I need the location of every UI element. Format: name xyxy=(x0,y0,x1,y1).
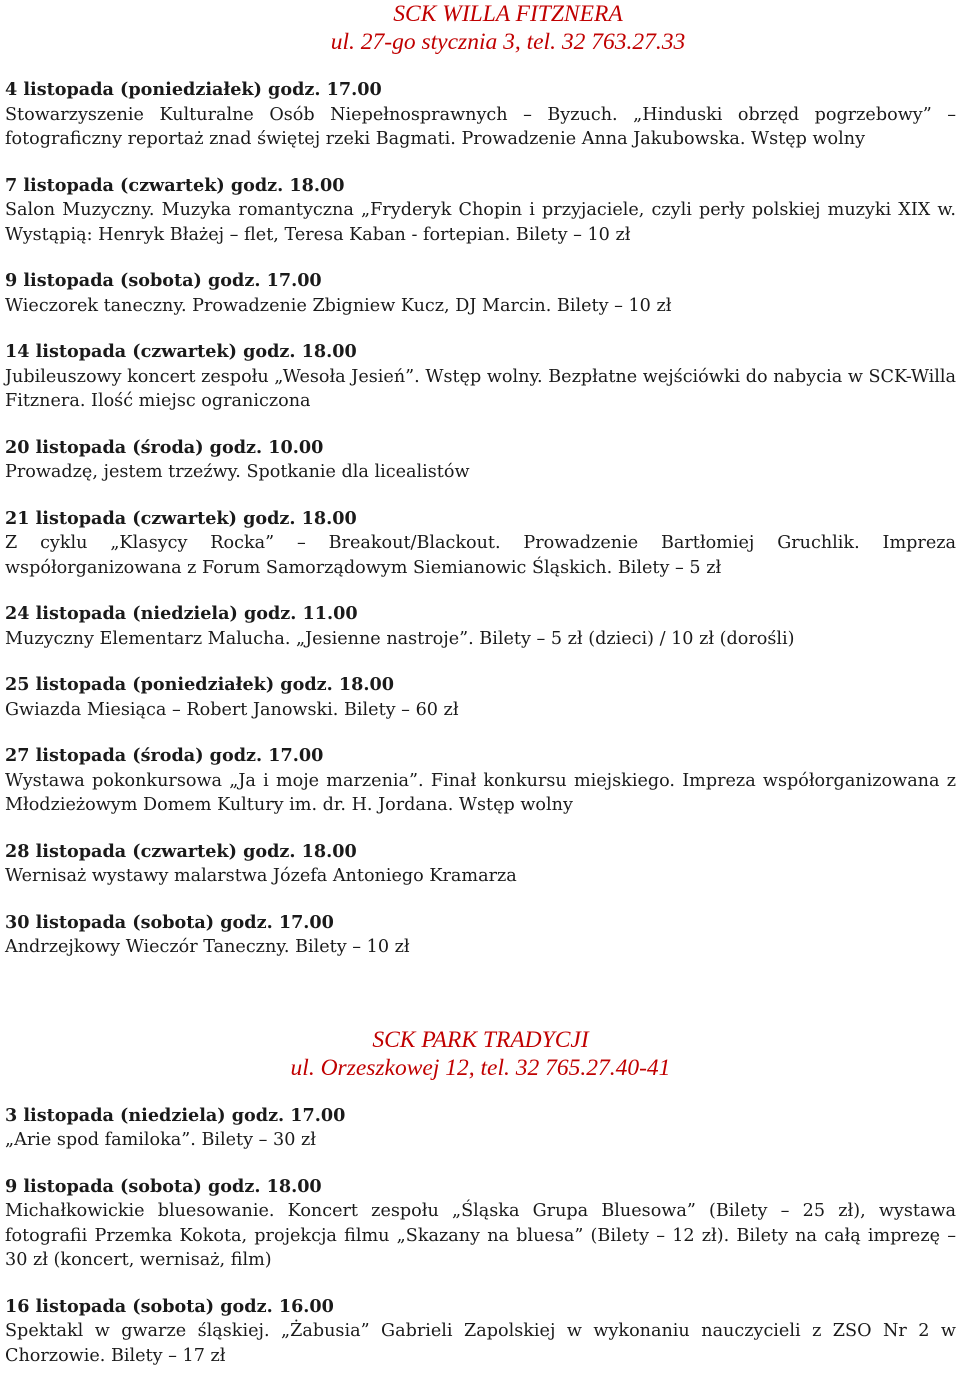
venue-name: SCK PARK TRADYCJI xyxy=(372,1026,589,1053)
event-description: Salon Muzyczny. Muzyka romantyczna „Fryderyk Chopin i przyjaciele, czyli perły polskiej muzyki XIX w. Wystąpią: Henryk Błażej – flet, Teresa Kaban - fortepian. Bilety – 10 zł xyxy=(5,200,956,245)
event-item xyxy=(5,840,956,889)
event-description: Z cyklu „Klasycy Rocka” – Breakout/Blackout. Prowadzenie Bartłomiej Gruchlik. Impreza współorganizowana z Forum Samorządowym Siemianowic Śląskich. Bilety – 5 zł xyxy=(5,533,956,578)
event-item xyxy=(5,1104,956,1153)
event-description: Andrzejkowy Wieczór Taneczny. Bilety – 10 zł xyxy=(5,937,410,957)
event-date: 14 listopada (czwartek) godz. 18.00 xyxy=(5,341,357,362)
event-item xyxy=(5,602,956,651)
event-description: Wystawa pokonkursowa „Ja i moje marzenia”. Finał konkursu miejskiego. Impreza współorganizowana z Młodzieżowym Domem Kultury im. dr. H. Jordana. Wstęp wolny xyxy=(5,770,956,815)
event-item xyxy=(5,78,956,152)
event-description: Michałkowickie bluesowanie. Koncert zespołu „Śląska Grupa Bluesowa” (Bilety – 25 zł), wystawa fotografii Przemka Kokota, projekcja filmu „Skazany na bluesa” (Bilety – 12 zł). Bilety na całą imprezę – 30 zł (koncert, wernisaż, film) xyxy=(5,1201,956,1270)
event-description: Jubileuszowy koncert zespołu „Wesoła Jesień”. Wstęp wolny. Bezpłatne wejściówki do nabycia w SCK-Willa Fitznera. Ilość miejsc ograniczona xyxy=(5,366,956,411)
event-item xyxy=(5,507,956,581)
event-date: 16 listopada (sobota) godz. 16.00 xyxy=(5,1295,334,1317)
venue-section-park-tradycji xyxy=(5,1026,956,1369)
event-item xyxy=(5,340,956,414)
event-item xyxy=(5,744,956,818)
event-description: Muzyczny Elementarz Malucha. „Jesienne nastroje”. Bilety – 5 zł (dzieci) / 10 zł (dorośli) xyxy=(5,628,795,649)
event-date: 21 listopada (czwartek) godz. 18.00 xyxy=(5,507,357,529)
event-description: Prowadzę, jestem trzeźwy. Spotkanie dla licealistów xyxy=(5,462,470,482)
event-description: Gwiazda Miesiąca – Robert Janowski. Bilety – 60 zł xyxy=(5,699,459,720)
event-item xyxy=(5,1295,956,1369)
event-item xyxy=(5,673,956,722)
event-date: 3 listopada (niedziela) godz. 17.00 xyxy=(5,1104,346,1126)
event-item xyxy=(5,1175,956,1273)
event-description: Wieczorek taneczny. Prowadzenie Zbigniew Kucz, DJ Marcin. Bilety – 10 zł xyxy=(5,295,672,316)
event-date: 4 listopada (poniedziałek) godz. 17.00 xyxy=(5,79,382,100)
event-date: 28 listopada (czwartek) godz. 18.00 xyxy=(5,840,357,862)
event-item xyxy=(5,174,956,248)
event-date: 20 listopada (środa) godz. 10.00 xyxy=(5,436,324,458)
event-item xyxy=(5,436,956,485)
event-description: „Arie spod familoka”. Bilety – 30 zł xyxy=(5,1130,317,1150)
event-date: 7 listopada (czwartek) godz. 18.00 xyxy=(5,174,345,196)
event-date: 9 listopada (sobota) godz. 17.00 xyxy=(5,270,322,291)
event-item xyxy=(5,269,956,318)
venue-address: ul. Orzeszkowej 12, tel. 32 765.27.40-41 xyxy=(290,1054,671,1081)
document-page xyxy=(5,0,956,1368)
event-item xyxy=(5,911,956,960)
event-date: 24 listopada (niedziela) godz. 11.00 xyxy=(5,603,358,624)
event-date: 25 listopada (poniedziałek) godz. 18.00 xyxy=(5,674,394,695)
event-date: 9 listopada (sobota) godz. 18.00 xyxy=(5,1175,322,1197)
venue-address: ul. 27-go stycznia 3, tel. 32 763.27.33 xyxy=(330,29,686,55)
event-date: 30 listopada (sobota) godz. 17.00 xyxy=(5,911,334,933)
event-description: Spektakl w gwarze śląskiej. „Żabusia” Gabrieli Zapolskiej w wykonaniu nauczycieli z ZSO Nr 2 w Chorzowie. Bilety – 17 zł xyxy=(5,1321,956,1366)
event-description: Wernisaż wystawy malarstwa Józefa Antoniego Kramarza xyxy=(5,866,517,886)
venue-section-willa-fitznera xyxy=(5,0,956,960)
venue-name: SCK WILLA FITZNERA xyxy=(393,1,623,27)
event-description: Stowarzyszenie Kulturalne Osób Niepełnosprawnych – Byzuch. „Hinduski obrzęd pogrzebowy” – fotograficzny reportaż znad świętej rzeki Bagmati. Prowadzenie Anna Jakubowska. Wstęp wolny xyxy=(5,104,956,149)
event-date: 27 listopada (środa) godz. 17.00 xyxy=(5,745,324,766)
